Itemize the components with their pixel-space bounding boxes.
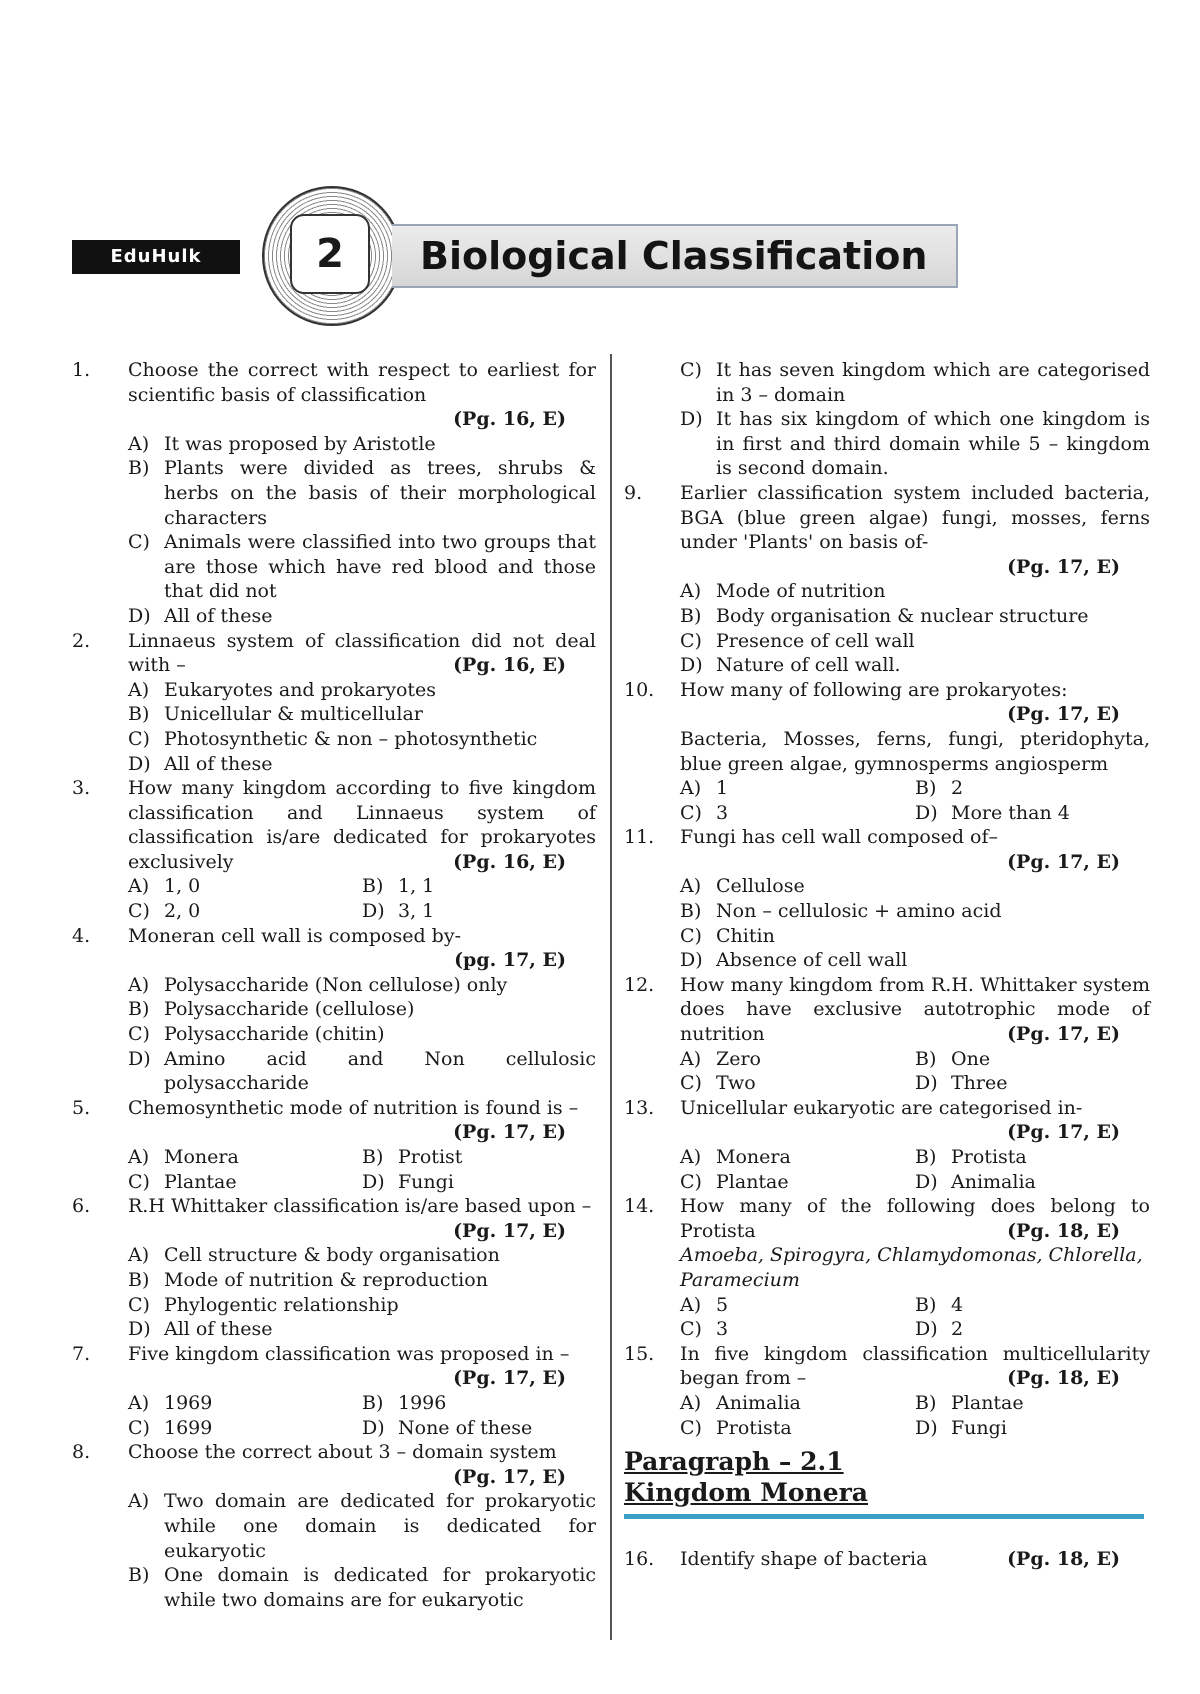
option: D) Absence of cell wall [680,949,908,972]
question-text: Five kingdom classification was proposed in – (Pg. 17, E) [128,1342,596,1391]
option: A) Mode of nutrition [680,580,886,603]
option: D) All of these [128,752,273,775]
page-reference: (Pg. 16, E) [453,408,566,431]
question-number: 9. [624,481,643,504]
question-number: 13. [624,1096,655,1119]
question-text: In five kingdom classification multicellularity began from – (Pg. 18, E) [680,1342,1150,1390]
option: A) Animalia [680,1391,801,1414]
option-grid [624,1071,1150,1096]
option-grid [624,776,1150,801]
option: A) Polysaccharide (Non cellulose) only [128,973,508,996]
option: D) More than 4 [915,801,1070,824]
page-reference: (Pg. 17, E) [1007,850,1120,873]
question-2 [72,629,596,777]
option: C) 3 [680,801,729,824]
question-number: 12. [624,973,655,996]
question-number: 15. [624,1342,655,1365]
question-number: 16. [624,1548,655,1571]
question-number: 14. [624,1195,655,1218]
option-grid [72,874,596,899]
question-text: Fungi has cell wall composed of– [680,826,999,849]
paragraph-rule [624,1514,1144,1519]
question-text: Choose the correct with respect to earliest for scientific basis of classification [128,359,596,406]
question-11 [624,825,1150,973]
option: C) Polysaccharide (chitin) [128,1023,385,1046]
option: C) Two [680,1072,756,1095]
option: B) One domain is dedicated for prokaryotic while two domains are for eukaryotic [128,1564,596,1611]
option: B) 1996 [362,1391,447,1414]
right-column [624,358,1150,1572]
question-text: Moneran cell wall is composed by- [128,924,462,947]
question-5 [72,1096,596,1194]
question-text: Linnaeus system of classification did not deal with – (Pg. 16, E) [128,629,596,677]
question-text: Chemosynthetic mode of nutrition is found is – (Pg. 17, E) [128,1096,596,1145]
option: D) All of these [128,1318,273,1341]
option-grid [624,1145,1150,1170]
option: C) Protista [680,1416,792,1439]
option: C) 2, 0 [128,900,201,923]
question-number: 7. [72,1342,91,1365]
option: D) Amino acid and Non cellulosic polysaccharide [128,1047,596,1095]
option: A) 1, 0 [128,875,201,898]
column-divider [610,354,612,1640]
question-text: R.H Whittaker classification is/are based upon – (Pg. 17, E) [128,1194,596,1243]
page-reference: (Pg. 16, E) [453,850,566,873]
option: B) Polysaccharide (cellulose) [128,998,415,1021]
page-reference: (Pg. 17, E) [453,1465,566,1488]
question-text: How many kingdom according to five kingdom classification and Linnaeus system of classification is/are dedicated for prokaryotes exclusively (Pg. 16, E) [128,777,596,873]
question-1 [72,358,596,629]
page-reference: (Pg. 18, E) [1007,1548,1120,1571]
page-reference: (Pg. 17, E) [453,1219,566,1242]
option: B) Body organisation & nuclear structure [680,604,1089,627]
option-grid [624,1170,1150,1195]
page-reference: (Pg. 17, E) [1007,555,1120,578]
option: D) Fungi [362,1170,454,1193]
page-reference: (Pg. 18, E) [1007,1219,1120,1242]
option: C) Photosynthetic & non – photosynthetic [128,727,538,750]
option: C) It has seven kingdom which are categorised in 3 – domain [680,359,1150,406]
option: B) Protist [362,1146,463,1168]
page-reference: (Pg. 17, E) [1007,1023,1120,1046]
question-8 [72,1440,596,1612]
question-text: Identify shape of bacteria (Pg. 18, E) [680,1547,1150,1572]
option: C) Chitin [680,924,775,947]
organism-list: Amoeba, Spirogyra, Chlamydomonas, Chlorella, Paramecium [680,1244,1143,1291]
chapter-title: Biological Classification [420,234,928,278]
option: D) Three [915,1072,1008,1095]
option: B) Protista [915,1146,1027,1168]
option: A) Two domain are dedicated for prokaryotic while one domain is dedicated for eukaryotic [128,1490,596,1562]
option: C) Presence of cell wall [680,629,915,652]
question-13 [624,1096,1150,1194]
option: A) 1969 [128,1391,213,1414]
option-grid [72,1416,596,1441]
question-15 [624,1342,1150,1440]
question-8-continued [624,358,1150,481]
option: B) 4 [915,1293,964,1316]
item-list: Bacteria, Mosses, ferns, fungi, pteridophyta, blue green algae, gymnosperms angiosperm [680,727,1150,775]
question-14 [624,1194,1150,1342]
option-grid [624,1391,1150,1416]
option: A) 5 [680,1293,729,1316]
question-text: Choose the correct about 3 – domain system (Pg. 17, E) [128,1440,596,1489]
brand-label: EduHulk [72,240,240,274]
page-reference: (Pg. 16, E) [453,654,566,677]
option: D) 2 [915,1318,964,1341]
question-number: 4. [72,924,91,947]
option: C) 3 [680,1318,729,1341]
option: D) Fungi [915,1416,1007,1439]
question-text: How many of the following does belong to Protista (Pg. 18, E) [680,1195,1150,1242]
question-text: Earlier classification system included bacteria, BGA (blue green algae) fungi, mosses, ferns under 'Plants' on basis of- [680,481,1150,554]
option: C) Phylogentic relationship [128,1293,399,1316]
question-12 [624,973,1150,1096]
option-grid [624,1047,1150,1072]
option: A) Zero [680,1047,761,1070]
question-16 [624,1547,1150,1572]
question-text: How many of following are prokaryotes: [680,678,1068,701]
option-grid [624,1416,1150,1441]
option: D) Animalia [915,1170,1036,1193]
option: C) Plantae [680,1170,789,1193]
question-7 [72,1342,596,1440]
option: B) Plantae [915,1391,1024,1414]
option: D) Nature of cell wall. [680,654,901,677]
option: A) Cellulose [680,875,805,898]
option: D) All of these [128,604,273,627]
question-9 [624,481,1150,678]
question-number: 1. [72,359,91,381]
option-grid [624,1317,1150,1342]
option: B) Plants were divided as trees, shrubs & herbs on the basis of their morphological characters [128,457,596,529]
option: A) Monera [128,1146,239,1168]
option: D) It has six kingdom of which one kingdom is in first and third domain while 5 – kingdom is second domain. [680,408,1150,480]
question-number: 8. [72,1441,91,1464]
page-reference: (Pg. 17, E) [453,1121,566,1144]
option: D) 3, 1 [362,900,435,923]
option: B) Unicellular & multicellular [128,703,423,726]
question-6 [72,1194,596,1342]
page-reference: (Pg. 18, E) [1007,1367,1120,1390]
option: A) 1 [680,777,729,800]
question-4 [72,924,596,1096]
option-grid [624,801,1150,826]
question-number: 6. [72,1195,91,1218]
question-number: 5. [72,1096,91,1119]
option: C) Plantae [128,1170,237,1193]
question-text: Unicellular eukaryotic are categorised in- [680,1096,1083,1119]
option-grid [624,1293,1150,1318]
option: A) It was proposed by Aristotle [128,432,436,455]
option-grid [72,899,596,924]
page-reference: (Pg. 17, E) [453,1367,566,1390]
left-column [72,358,596,1612]
option: A) Eukaryotes and prokaryotes [128,678,437,701]
option: C) 1699 [128,1416,213,1439]
option: B) Mode of nutrition & reproduction [128,1268,488,1291]
page-reference: (Pg. 17, E) [1007,1121,1120,1144]
page-reference: (Pg. 17, E) [1007,703,1120,726]
option-grid [72,1391,596,1416]
question-number: 2. [72,629,91,652]
option: B) One [915,1047,991,1070]
option: B) 1, 1 [362,875,435,898]
paragraph-heading: Paragraph – 2.1 [624,1447,844,1477]
option: B) Non – cellulosic + amino acid [680,900,1002,923]
chapter-number: 2 [290,214,370,294]
option: B) 2 [915,777,964,800]
option: C) Animals were classified into two groups that are those which have red blood and those that did not [128,531,596,603]
option: D) None of these [362,1416,533,1439]
paragraph-subheading: Kingdom Monera [624,1478,868,1508]
option-grid [72,1145,596,1170]
option-grid [72,1170,596,1195]
option: A) Cell structure & body organisation [128,1244,500,1267]
page-reference: (pg. 17, E) [454,949,566,972]
question-number: 3. [72,777,91,800]
question-3 [72,776,596,924]
question-number: 11. [624,826,655,849]
question-text: How many kingdom from R.H. Whittaker system does have exclusive autotrophic mode of nutrition (Pg. 17, E) [680,973,1150,1046]
question-10 [624,678,1150,826]
question-number: 10. [624,678,655,701]
option: A) Monera [680,1146,791,1168]
